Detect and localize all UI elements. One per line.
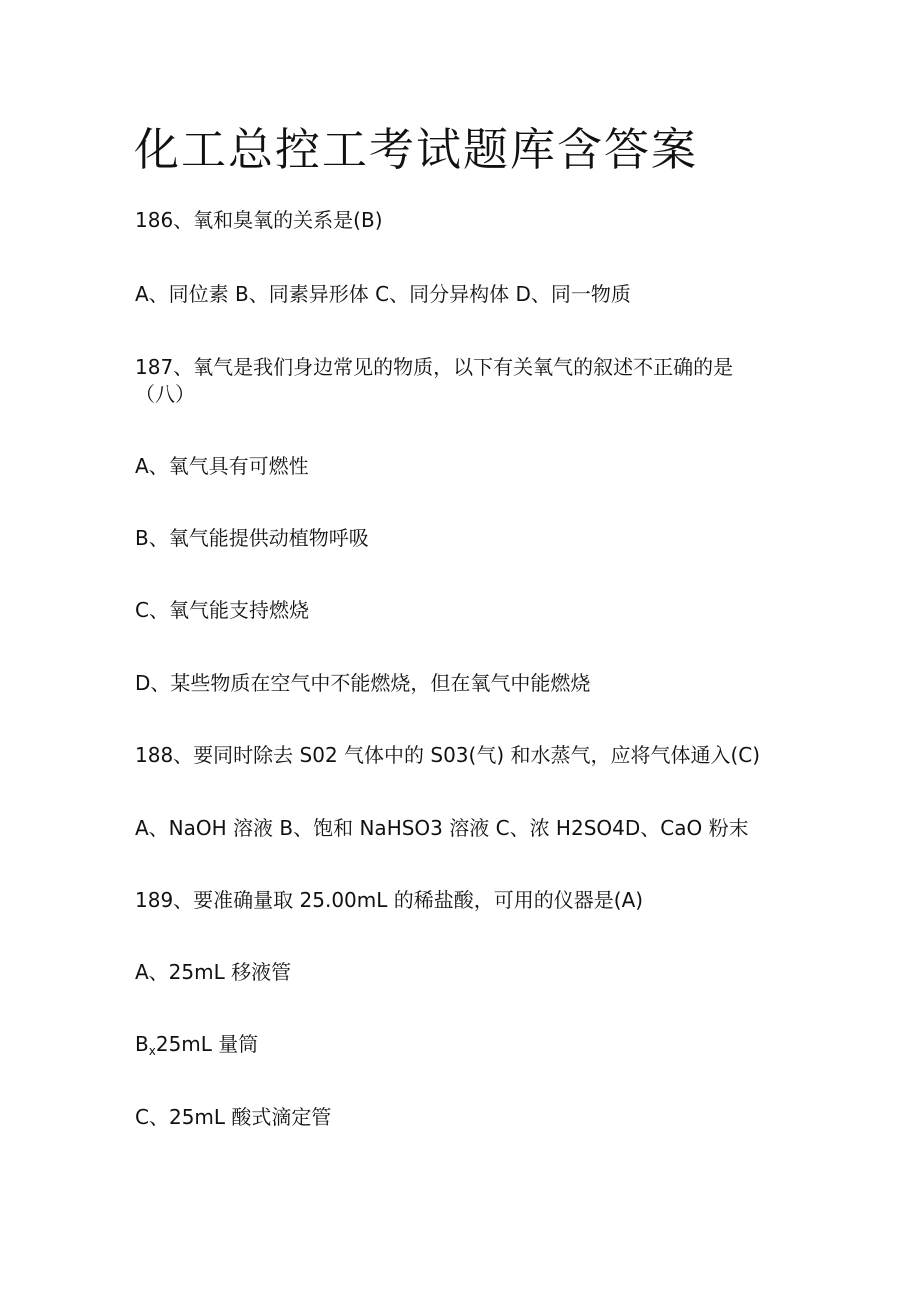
question-187-option-b: B、氧气能提供动植物呼吸 (135, 526, 369, 550)
question-189: 189、要准确量取 25.00mL 的稀盐酸，可用的仪器是(A) (135, 888, 644, 912)
document-title: 化工总控工考试题库含答案 (134, 123, 699, 176)
question-187-option-c: C、氧气能支持燃烧 (135, 598, 309, 622)
question-186-options: A、同位素 B、同素异形体 C、同分异构体 D、同一物质 (135, 282, 631, 306)
question-187-answer: （八） (135, 382, 195, 406)
question-187-option-a: A、氧气具有可燃性 (135, 454, 309, 478)
question-189-option-a: A、25mL 移液管 (135, 960, 292, 984)
question-187-option-d: D、某些物质在空气中不能燃烧，但在氧气中能燃烧 (135, 671, 591, 695)
question-187: 187、氧气是我们身边常见的物质，以下有关氧气的叙述不正确的是 (135, 355, 734, 379)
question-188: 188、要同时除去 S02 气体中的 S03(气) 和水蒸气，应将气体通入(C) (135, 743, 761, 767)
option-b-prefix: B (135, 1032, 149, 1056)
question-186: 186、氧和臭氧的关系是(B) (135, 208, 383, 232)
option-b-text: 25mL 量筒 (155, 1032, 259, 1056)
question-189-option-b (135, 1031, 258, 1064)
question-188-options: A、NaOH 溶液 B、饱和 NaHSO3 溶液 C、浓 H2SO4D、CaO 粉末 (135, 816, 749, 840)
question-189-option-c: C、25mL 酸式滴定管 (135, 1105, 332, 1129)
option-b-subscript: x (148, 1044, 156, 1058)
